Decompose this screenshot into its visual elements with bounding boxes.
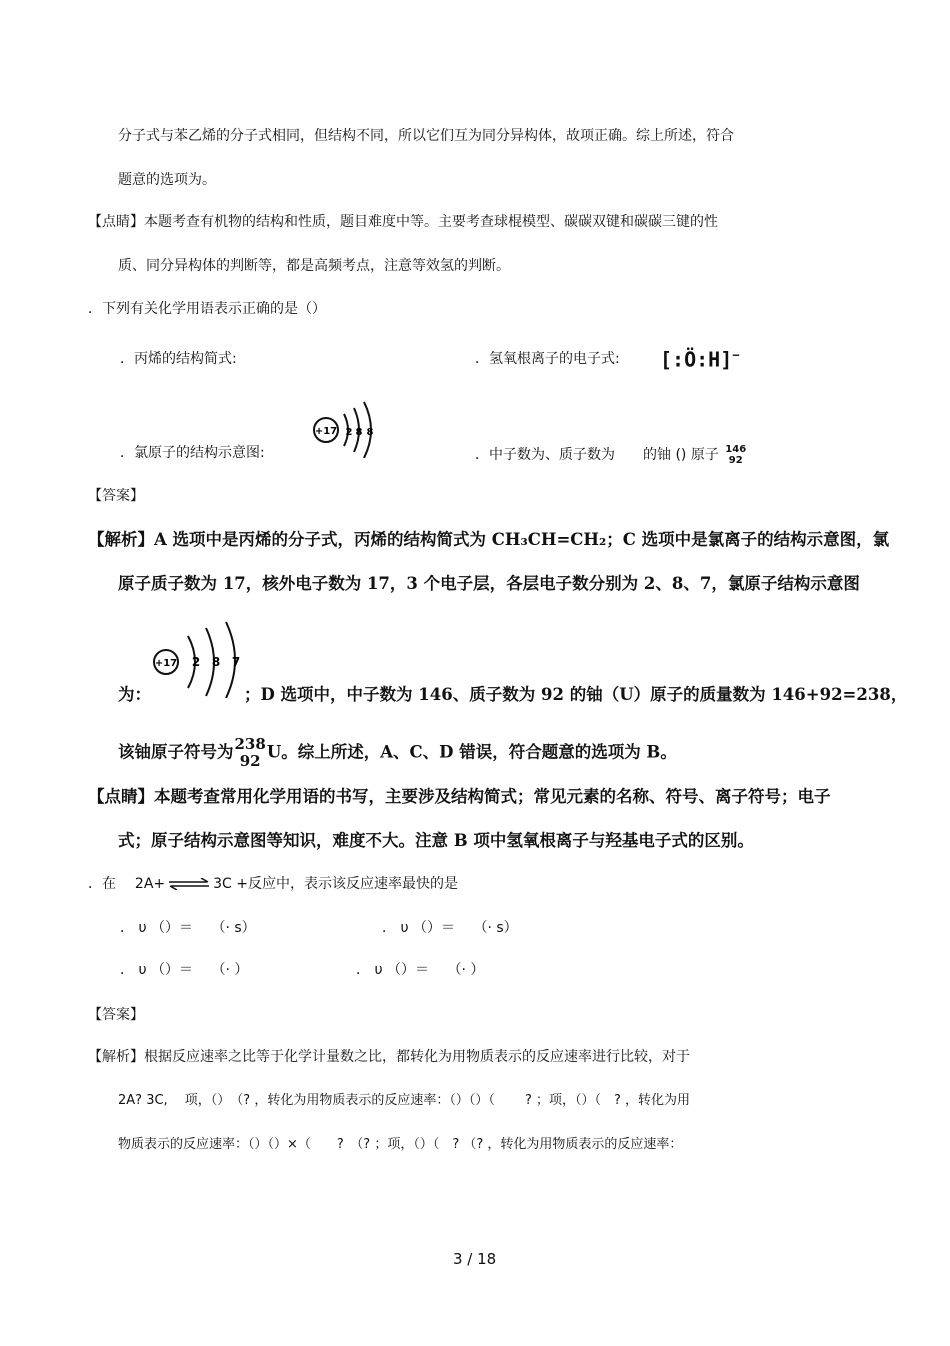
chlorine-atom-diagram [308,400,380,458]
question-stem: ．在 2A+ 3C +反应中，表示该反应速率最快的是 [88,876,458,892]
nucleus-label: +17 [154,658,178,669]
analysis-line: 【解析】A 选项中是丙烯的分子式，丙烯的结构简式为 CH₃CH=CH₂；C 选项中是氯离子的结构示意图，氯 [88,530,890,549]
paragraph-line: 题意的选项为。 [118,172,216,188]
option-b: ．氢氧根离子的电子式: [475,351,620,367]
option-d: ．中子数为、质子数为 的铀 () 原子 146 92 [475,444,747,466]
question-stem: ．下列有关化学用语表示正确的是（） [88,301,326,317]
equilibrium-arrow-icon [167,878,211,890]
analysis-line: 【解析】根据反应速率之比等于化学计量数之比，都转化为用物质表示的反应速率进行比较，对于 [88,1049,690,1065]
uranium-nuclide-notation: 146 92 [725,444,747,466]
analysis-line: 原子质子数为 17，核外电子数为 17，3 个电子层，各层电子数分别为 2、8、7，氯原子结构示意图 [118,574,860,593]
analysis-line: 2A? 3C, 项，（） （? ，转化为用物质表示的反应速率：（）（）（ ? ；项，（）（ ? ，转化为用 [118,1093,691,1108]
analysis-line: 为： [118,685,151,704]
option-a: ．丙烯的结构简式: [120,351,237,367]
shell-count: 2 [191,655,201,669]
analysis-line: ；D 选项中，中子数为 146、质子数为 92 的铀（U）原子的质量数为 146+92=238， [244,685,908,704]
nucleus-label: +17 [314,426,338,437]
page-number: 3 / 18 [453,1250,497,1268]
answer-label: 【答案】 [88,1007,144,1023]
option-c: ．氯原子的结构示意图: [120,445,265,461]
note-line: 质、同分异构体的判断等，都是高频考点，注意等效氢的判断。 [118,258,510,274]
note-line: 【点睛】本题考查有机物的结构和性质，题目难度中等。主要考查球棍模型、碳碳双键和碳碳三键的性 [88,214,718,230]
hydroxide-electron-formula: [:Ö:H]− [660,347,740,372]
note-line: 【点睛】本题考查常用化学用语的书写，主要涉及结构简式；常见元素的名称、符号、离子符号；电子 [88,787,831,806]
analysis-line: 该铀原子符号为 238 92 U。综上所述，A、C、D 错误，符合题意的选项为 B。 [118,735,677,770]
shell-count: 8 [355,427,363,438]
option-b: ． υ （）＝ （· s） [382,920,518,936]
shell-count: 7 [231,655,241,669]
shell-count: 2 [345,427,353,438]
chlorine-atom-correct-diagram [148,620,243,698]
option-c: ． υ （）＝ （· ） [120,962,249,978]
note-line: 式；原子结构示意图等知识，难度不大。注意 B 项中氢氧根离子与羟基电子式的区别。 [118,831,754,850]
answer-label: 【答案】 [88,488,144,504]
shell-count: 8 [211,655,221,669]
option-a: ． υ （）＝ （· s） [120,920,256,936]
paragraph-line: 分子式与苯乙烯的分子式相同，但结构不同，所以它们互为同分异构体，故项正确。综上所述，符合 [118,128,734,144]
shell-count: 8 [366,427,374,438]
option-d: ． υ （）＝ （· ） [356,962,485,978]
analysis-line: 物质表示的反应速率：（）（）×（ ? （? ；项，（）（ ? （? ，转化为用物质表示的反应速率： [118,1137,683,1152]
uranium-symbol: 238 92 [234,735,266,770]
